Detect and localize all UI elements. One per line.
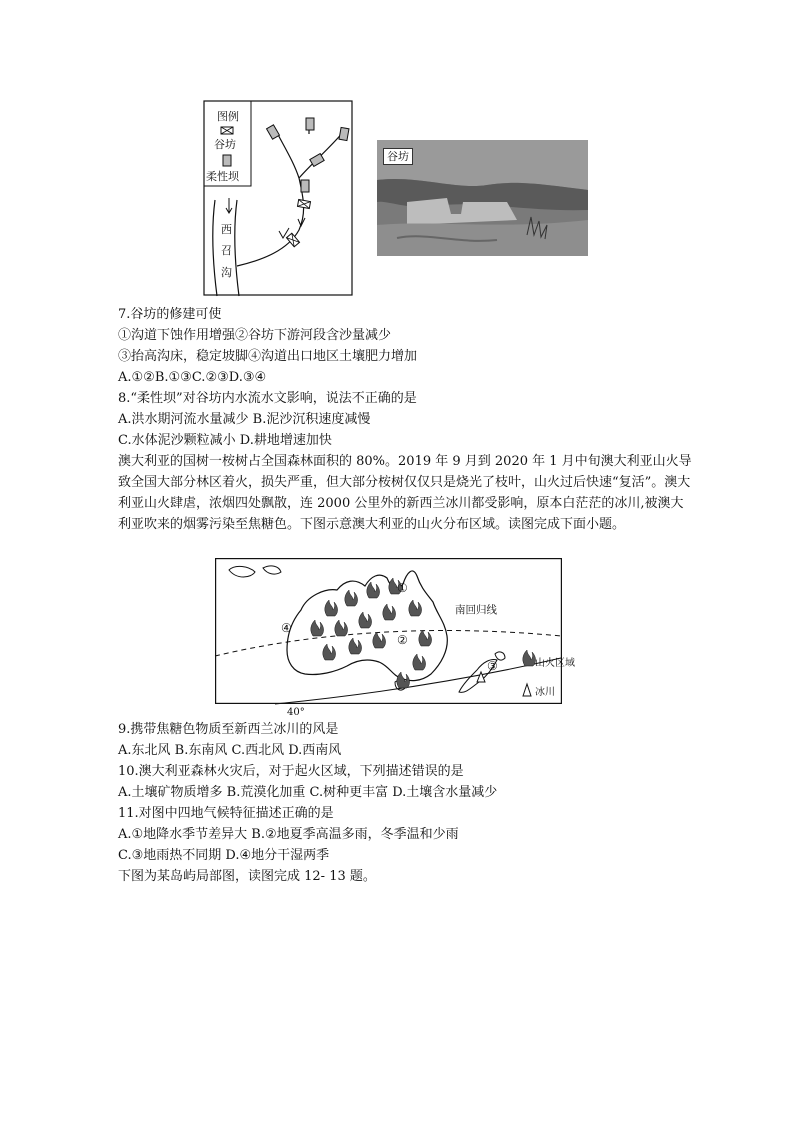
q7-options: A.①②B.①③C.②③D.③④ [118, 370, 267, 385]
legend-fire-label: 山火区域 [535, 658, 575, 669]
marker-2: ② [397, 633, 408, 647]
photo-label: 谷坊 [383, 148, 413, 165]
legend-dam: 柔性坝 [206, 170, 239, 183]
dam-legend-icon [223, 155, 231, 166]
q9-stem: 9.携带焦糖色物质至新西兰冰川的风是 [118, 722, 339, 737]
gully-char-2: 召 [221, 244, 232, 257]
gully-char-3: 沟 [221, 266, 232, 279]
latitude-label: 40° [287, 707, 305, 718]
q8-options-1: A.洪水期河流水量减少 B.泥沙沉积速度减慢 [118, 412, 371, 427]
marker-1: ① [397, 581, 408, 595]
legend-gufang: 谷坊 [214, 138, 236, 151]
q11-stem: 11.对图中四地气候特征描述正确的是 [118, 806, 334, 821]
dam-marker [306, 118, 314, 130]
marker-4: ④ [281, 621, 292, 635]
tropic-label: 南回归线 [455, 604, 497, 616]
q9-options: A.东北风 B.东南风 C.西北风 D.西南风 [118, 743, 342, 758]
australia-fire-map [215, 558, 575, 718]
gufang-legend-icon [221, 127, 233, 134]
passage-text: 澳大利亚的国树一桉树占全国森林面积的 80%。2019 年 9 月到 2020 年 1 月中旬澳大利亚山火导致全国大部分林区着火，损失严重，但大部分桉树仅仅只是烧光了枝叶，山火过后快速“复活”。澳大利亚山火肆虐，浓烟四处飘散，连 2000 公里外的新西兰冰川都受影响，原本白茫茫的冰川,被澳大利亚吹来的烟雾污染至焦糖色。下图示意澳大利亚的山火分布区域。读图完成下面小题。 [118, 454, 692, 532]
gully-char-1: 西 [221, 223, 232, 236]
q10-stem: 10.澳大利亚森林火灾后，对于起火区域，下列描述错误的是 [118, 764, 464, 779]
q12-intro: 下图为某岛屿局部图，读图完成 12- 13 题。 [118, 869, 376, 884]
gufang-photo [377, 140, 588, 256]
q8-options-2: C.水体泥沙颗粒减小 D.耕地增速加快 [118, 433, 332, 448]
q11-options-2: C.③地雨热不同期 D.④地分干湿两季 [118, 848, 330, 863]
dam-marker [301, 180, 309, 192]
marker-3: ③ [487, 659, 498, 673]
q11-options-1: A.①地降水季节差异大 B.②地夏季高温多雨，冬季温和少雨 [118, 827, 459, 842]
gufang-marker [297, 200, 310, 209]
gully-diagram [203, 100, 353, 296]
q7-statement-2: ③抬高沟床，稳定坡脚④沟道出口地区土壤肥力增加 [118, 349, 418, 364]
q10-options: A.土壤矿物质增多 B.荒漠化加重 C.树种更丰富 D.土壤含水量减少 [118, 785, 498, 800]
q7-statement-1: ①沟道下蚀作用增强②谷坊下游河段含沙量减少 [118, 328, 392, 343]
q7-stem: 7.谷坊的修建可使 [118, 307, 222, 322]
legend-glacier-label: 冰川 [535, 687, 555, 698]
dam-marker [339, 127, 349, 140]
legend-title: 图例 [217, 110, 239, 123]
q8-stem: 8.“柔性坝”对谷坊内水流水文影响，说法不正确的是 [118, 391, 417, 406]
